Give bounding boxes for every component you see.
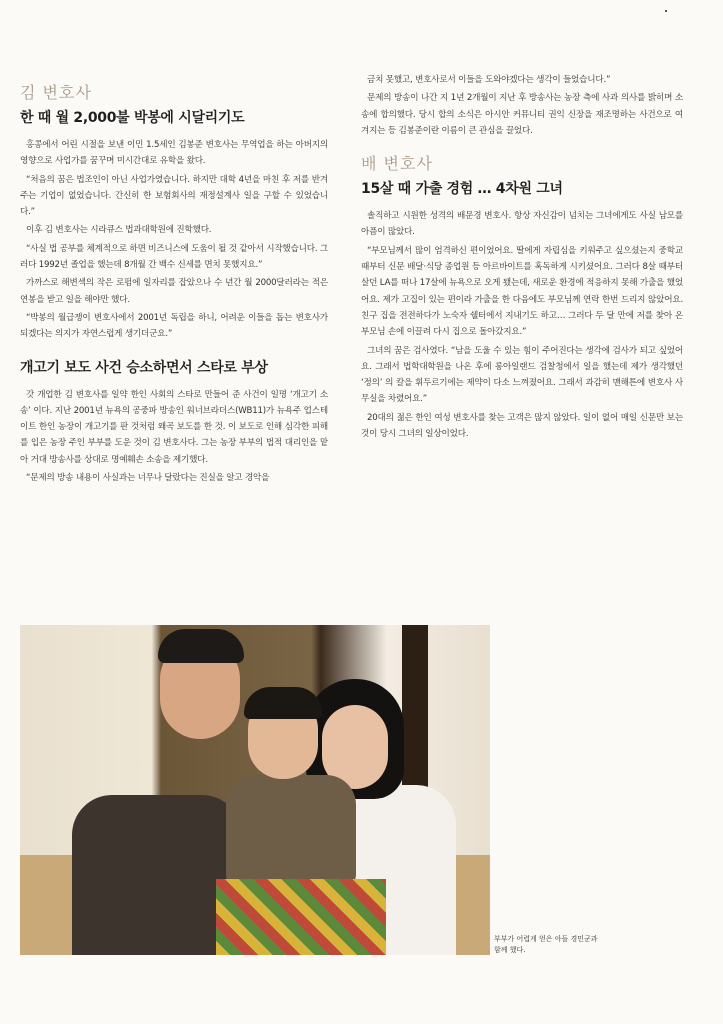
- paragraph: 그녀의 꿈은 검사였다. “남을 도울 수 있는 힘이 주어진다는 생각에 검사가 되고 싶었어요. 그래서 법학대학원을 나온 후에 롱아일랜드 검찰청에서 일을 했는데 제가 생각했던 ‘정의’ 의 칼을 휘두르기에는 제약이 다소 느껴졌어요. 그래서 과감히 맨해튼에 변호사 사무실을 차렸어요.”: [361, 345, 683, 405]
- page-dot: [665, 10, 667, 12]
- paragraph: 갓 개업한 김 변호사를 일약 한인 사회의 스타로 만들어 준 사건이 일명 ‘개고기 소송’ 이다. 지난 2001년 뉴욕의 공중파 방송인 워너브라더스(WB11)가 뉴욕주 업스테이트 한인 농장이 개고기를 판 것처럼 왜곡 보도를 한 것. 이 보도로 인해 심각한 피해를 입은 농장 주인 부부를 도운 것이 김 변호사다. 그는 농장 부부의 법적 대리인을 맡아 거대 방송사를 상대로 명예훼손 소송을 제기했다.: [20, 389, 328, 465]
- photo-child-pants: [216, 879, 386, 955]
- paragraph: 금치 못했고, 변호사로서 이들을 도와야겠다는 생각이 들었습니다.”: [367, 75, 611, 85]
- paragraph: 홍콩에서 어린 시절을 보낸 이민 1.5세인 김봉준 변호사는 무역업을 하는 아버지의 영향으로 사업가를 꿈꾸며 미시간대로 유학을 왔다.: [20, 140, 328, 167]
- left-column: [20, 72, 328, 488]
- headline-kim: 한 때 월 2,000불 박봉에 시달리기도: [20, 110, 245, 126]
- headline-bae: 15살 때 가출 경험 … 4차원 그녀: [361, 181, 563, 198]
- paragraph: 솔직하고 시원한 성격의 배문경 변호사. 항상 자신감이 넘치는 그녀에게도 사실 남모를 아픔이 많았다.: [361, 211, 683, 238]
- paragraph: “사실 법 공부를 체계적으로 하면 비즈니스에 도움이 될 것 같아서 시작했습니다. 그러다 1992년 졸업을 했는데 8개월 간 백수 신세를 면치 못했지요.”: [20, 243, 328, 271]
- section-name-kim: 김 변호사: [20, 83, 92, 102]
- right-column: [361, 72, 683, 444]
- paragraph: 이후 김 변호사는 시라큐스 법과대학원에 진학했다.: [26, 225, 212, 236]
- subhead-dog-meat-case: 개고기 보도 사건 승소하면서 스타로 부상: [20, 359, 268, 376]
- section-name-bae: 배 변호사: [361, 154, 433, 174]
- family-photo: [20, 625, 490, 955]
- photo-child: [226, 775, 356, 885]
- photo-man-hair: [158, 629, 244, 663]
- paragraph: “처음의 꿈은 법조인이 아닌 사업가였습니다. 하지만 대학 4년을 마친 후 저를 반겨주는 기업이 없었습니다. 간신히 한 보험회사의 재정설계사 일을 구할 수 있었습니다.”: [20, 174, 328, 218]
- photo-caption: 부부가 어렵게 얻은 아들 경민군과 함께 했다.: [494, 935, 598, 954]
- paragraph: “문제의 방송 내용이 사실과는 너무나 달랐다는 진실을 알고 경악을: [26, 473, 270, 484]
- paragraph: “박봉의 월급쟁이 변호사에서 2001년 독립을 하니, 어려운 이들을 돕는 변호사가 되겠다는 의지가 자연스럽게 생기더군요.”: [20, 312, 328, 340]
- photo-child-hair: [244, 687, 322, 719]
- paragraph: 문제의 방송이 나간 지 1년 2개월이 지난 후 방송사는 농장 측에 사과 의사를 밝히며 소송에 합의했다. 당시 합의 소식은 아시안 커뮤니티 권익 신장을 재조명하는 사건으로 여겨지는 등 김봉준이란 이름이 큰 관심을 끌었다.: [361, 93, 683, 136]
- paragraph: 가까스로 해변섹의 작은 로펌에 일자리를 잡았으나 수 년간 월 2000달러라는 적은 연봉을 받고 일을 해야만 했다.: [20, 278, 328, 305]
- paragraph: “부모님께서 많이 엄격하신 편이었어요. 딸에게 자립심을 키워주고 싶으셨는지 중학교 때부터 신문 배달·식당 종업원 등 아르바이트를 혹독하게 시키셨어요. 그러다 8살 때부터 살던 LA를 떠나 17살에 뉴욕으로 오게 됐는데, 새로운 환경에 적응하지 못해 가출을 했었어요. 제가 고집이 있는 편이라 가출을 한 다음에도 부모님께 연락 한번 드리지 않았어요. 친구 집을 전전하다가 노숙자 쉘터에서 지내기도 하고… 그러다 두 달 만에 저를 찾아 온 부모님 손에 이끌려 다시 집으로 돌아갔지요.”: [361, 245, 683, 338]
- paragraph: 20대의 젊은 한인 여성 변호사를 찾는 고객은 많지 않았다. 일이 없어 매일 신문만 보는 것이 당시 그녀의 일상이었다.: [361, 412, 683, 440]
